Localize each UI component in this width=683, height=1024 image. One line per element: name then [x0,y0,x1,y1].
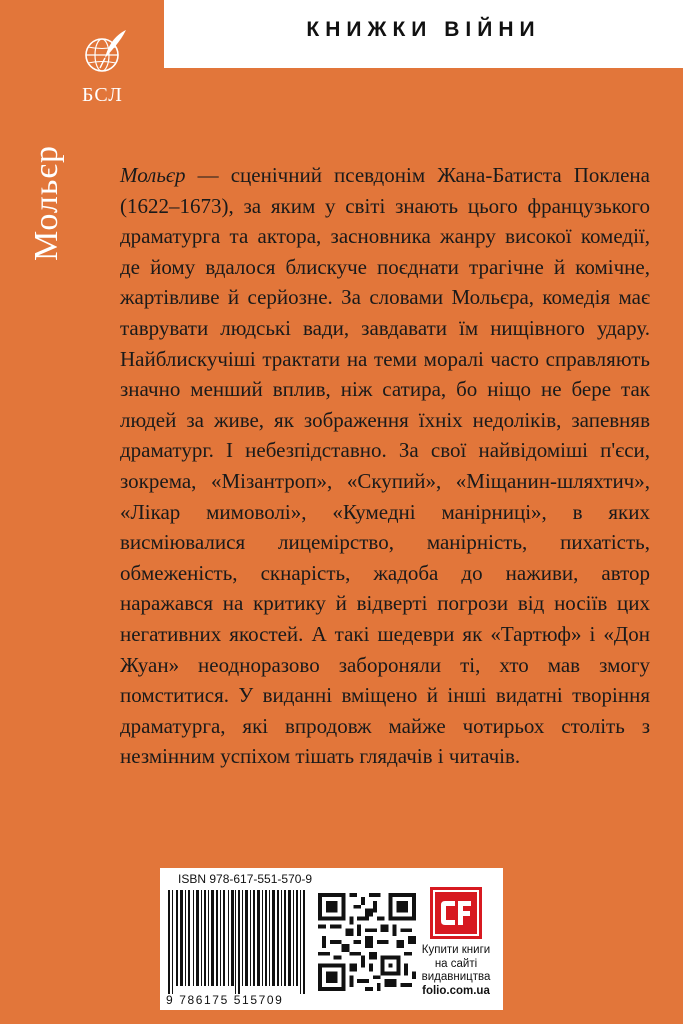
description-text: — сценічний псевдонім Жана-Батиста Поклена (1622–1673), за яким у світі знають цього французького драматурга та актора, засновника жанру високої комедії, де йому вдалося блискуче поєднати трагічне й комічне, жартівливе й серйозне. За словами Мольєра, комедія має таврувати людські вади, завдавати їм нищівного удару. Найблискучіші трактати на теми моралі часто справляють значно менший вплив, ніж сатира, бо ніщо не бере так людей за живе, як зображення їхніх недоліків, запевняв драматург. І небезпідставно. За свої найвідоміші п'єси, зокрема, «Мізантроп», «Скупий», «Міщанин-шляхтич», «Лікар мимоволі», «Кумедні манірниці», в яких висміювалися лицемірство, манірність, пихатість, обмеженість, скнарість, жадоба до наживи, автор наражався на критику й відверті погрози від носіїв цих негативних якостей. А такі шедеври як «Тартюф» і «Дон Жуан» неодноразово забороняли ті, хто мав змогу помститися. У виданні вміщено й інші видатні творіння драматурга, які впродовж майже чотирьох століть з незмінним успіхом тішать глядачів і читачів. [120,163,650,769]
series-banner [164,0,683,68]
series-title: КНИЖКИ ВІЙНИ [306,18,541,41]
cf-website-link[interactable]: folio.com.ua [422,984,490,997]
spine-author-name: Мольєр [28,144,65,261]
publisher-logo-text: БСЛ [82,84,123,106]
cf-caption-line3: видавництва [421,971,491,984]
barcode-icon [168,890,306,999]
qr-code-icon [318,893,416,996]
isbn-label: ISBN 978-617-551-570-9 [178,872,313,886]
cf-logo-icon [430,887,482,944]
cf-caption [414,944,498,998]
cf-caption-line1: Купити книги [421,944,491,956]
globe-quill-icon [80,28,130,80]
barcode-digits: 9 786175 515709 [166,993,284,1007]
cf-caption-line2: на сайті [434,957,478,970]
description-author: Мольєр [120,163,186,187]
book-description [120,160,650,772]
